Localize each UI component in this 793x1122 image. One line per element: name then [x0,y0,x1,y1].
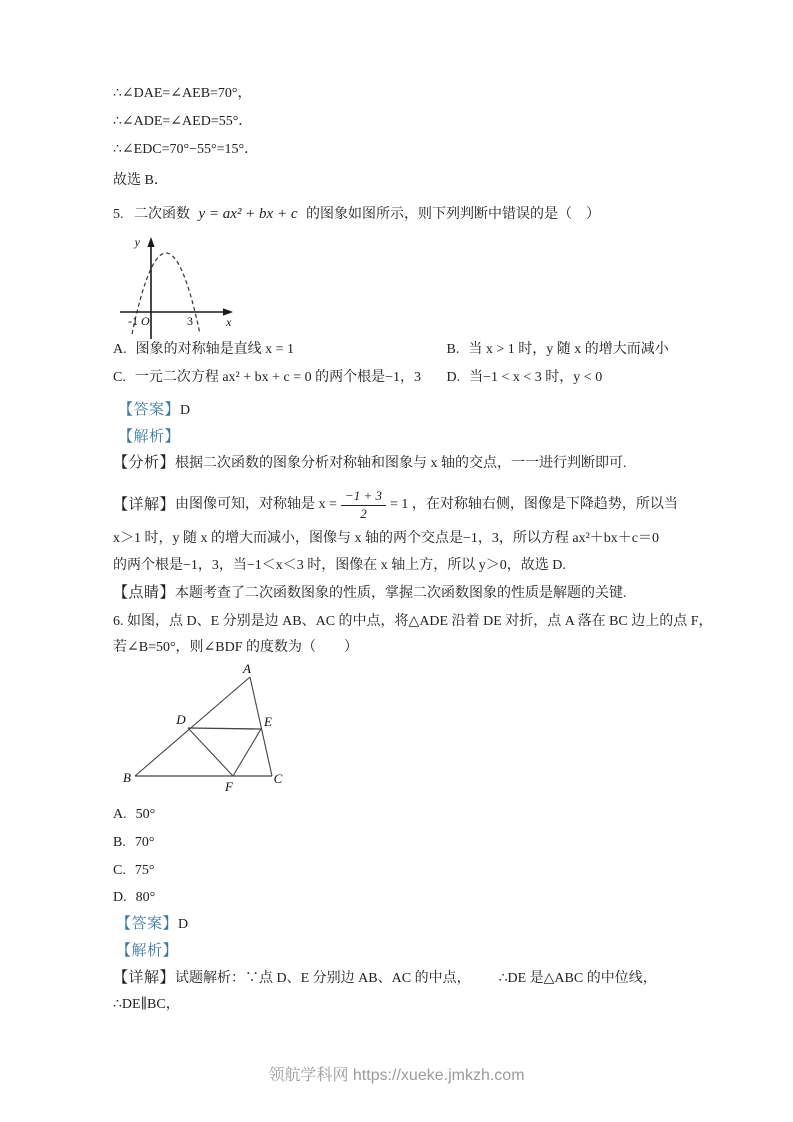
segment-DF [188,728,233,776]
question6-answer-line [116,914,188,935]
point-F-label: F [225,779,233,794]
question5-option-b [447,342,669,357]
question5-answer-line [118,400,190,421]
option-b-text: 当 x > 1 时，y 随 x 的增大而减小 [468,342,669,357]
question6-xiangjie-text-a: 试题解析：∵点 D、E 分别边 AB、AC 的中点， [175,971,471,986]
question5-options-row2 [113,368,602,388]
question5-formula: y = ax² + bx + c [198,206,298,222]
option-b-label: B. [446,342,460,357]
option-c-label: C. [113,370,126,385]
question6-stem-line2: 若∠B=50°，则∠BDF 的度数为（ ） [113,640,359,655]
vertex-B-label: B [123,770,131,785]
question5-answer: D [180,403,191,418]
side-AB [135,677,250,776]
origin-label: O [141,314,150,328]
option-d-text: 当−1 < x < 3 时，y < 0 [469,370,603,385]
question6-stem-line1: 6. 如图，点 D、E 分别是边 AB、AC 的中点，将△ADE 沿着 DE 对折，点 A 落在 BC 边上的点 F， [113,614,713,629]
option-a-label: A. [113,807,127,822]
y-axis-arrow [147,237,154,247]
xiangjie-marker: 【详解】 [113,970,176,986]
segment-DE [188,728,261,729]
answer-marker: 【答案】 [118,402,181,418]
question6-answer: D [178,917,189,932]
question5-stem-pre: 二次函数 [134,207,190,222]
question5-jiexi-line [118,427,180,448]
fraction [341,488,386,522]
jiexi-marker: 【解析】 [118,429,181,445]
question5-number: 5. [113,207,124,222]
question6-option-d [113,888,155,908]
answer-choice-line: 故选 B． [113,173,168,188]
question5-options-row1 [113,340,669,360]
question5-fenxi-line [113,453,627,474]
page-footer [0,1062,793,1085]
vertex-A-label: A [243,661,251,676]
question5-dianjing-line [113,583,627,604]
vertex-C-label: C [273,771,283,786]
fraction-numerator: −1 + 3 [341,488,386,505]
triangle-figure [115,660,293,800]
question5-xiangjie-line2: x＞1 时，y 随 x 的增大而减小，图像与 x 轴的两个交点是−1，3，所以方程 ax²＋bx＋c＝0 [113,531,660,546]
question6-option-a [113,805,155,825]
question5-option-c [113,368,443,388]
question6-option-c [113,861,154,881]
option-d-text: 80° [135,890,156,905]
question5-xiangjie-line3: 的两个根是−1，3，当−1＜x＜3 时，图像在 x 轴上方，所以 y＞0，故选 D. [113,558,566,573]
question6-xiangjie-text-b: ∴DE 是△ABC 的中位线， [498,971,657,986]
jiexi-marker: 【解析】 [116,943,179,959]
question5-fenxi-text: 根据二次函数的图象分析对称轴和图象与 x 轴的交点，一一进行判断即可. [175,456,627,471]
option-a-label: A. [113,342,127,357]
option-d-label: D. [446,370,461,385]
point-D-label: D [176,712,186,727]
option-c-label: C. [113,863,126,878]
question5-option-a [113,340,443,360]
question6-xiangjie-line1 [113,968,657,989]
proof-line-2: ∴∠ADE=∠AED=55°． [113,114,253,129]
option-b-text: 70° [134,835,155,850]
question5-option-d [447,370,603,385]
proof-line-1: ∴∠DAE=∠AEB=70°， [113,86,252,101]
xiangjie-post-text: = 1 ，在对称轴右侧，图像是下降趋势，所以当 [389,497,678,512]
tick-3: 3 [187,314,193,328]
xiangjie-pre-text: 由图像可知，对称轴是 x = [175,497,337,512]
question5-xiangjie-line1 [113,483,678,527]
option-d-label: D. [113,890,127,905]
option-c-text: 一元二次方程 ax² + bx + c = 0 的两个根是−1，3 [134,370,422,385]
proof-line-3: ∴∠EDC=70°−55°=15°． [113,142,259,157]
question6-xiangjie-line2: ∴DE∥BC， [113,997,180,1012]
dianjing-marker: 【点睛】 [113,585,176,601]
fenxi-marker: 【分析】 [113,455,176,471]
x-axis-label: x [226,315,232,329]
option-a-text: 50° [135,807,156,822]
option-c-text: 75° [134,863,155,878]
answer-marker: 【答案】 [116,916,179,932]
question5-stem-post: 的图象如图所示，则下列判断中错误的是（ ） [306,207,600,222]
parabola-graph [111,234,241,346]
segment-EF [233,729,261,776]
question5-dianjing-text: 本题考查了二次函数图象的性质，掌握二次函数图象的性质是解题的关键. [175,586,627,601]
question6-option-b [113,833,154,853]
question6-jiexi-line [116,941,178,962]
point-E-label: E [264,714,272,729]
option-a-text: 图象的对称轴是直线 x = 1 [135,342,295,357]
xiangjie-marker: 【详解】 [113,497,176,513]
option-b-label: B. [113,835,126,850]
tick-minus1: -1 [128,314,138,328]
y-axis-label: y [134,235,140,249]
footer-site-link[interactable]: 领航学科网 https://xueke.jmkzh.com [268,1067,525,1084]
question5-stem [113,204,600,225]
fraction-denominator: 2 [360,505,367,521]
